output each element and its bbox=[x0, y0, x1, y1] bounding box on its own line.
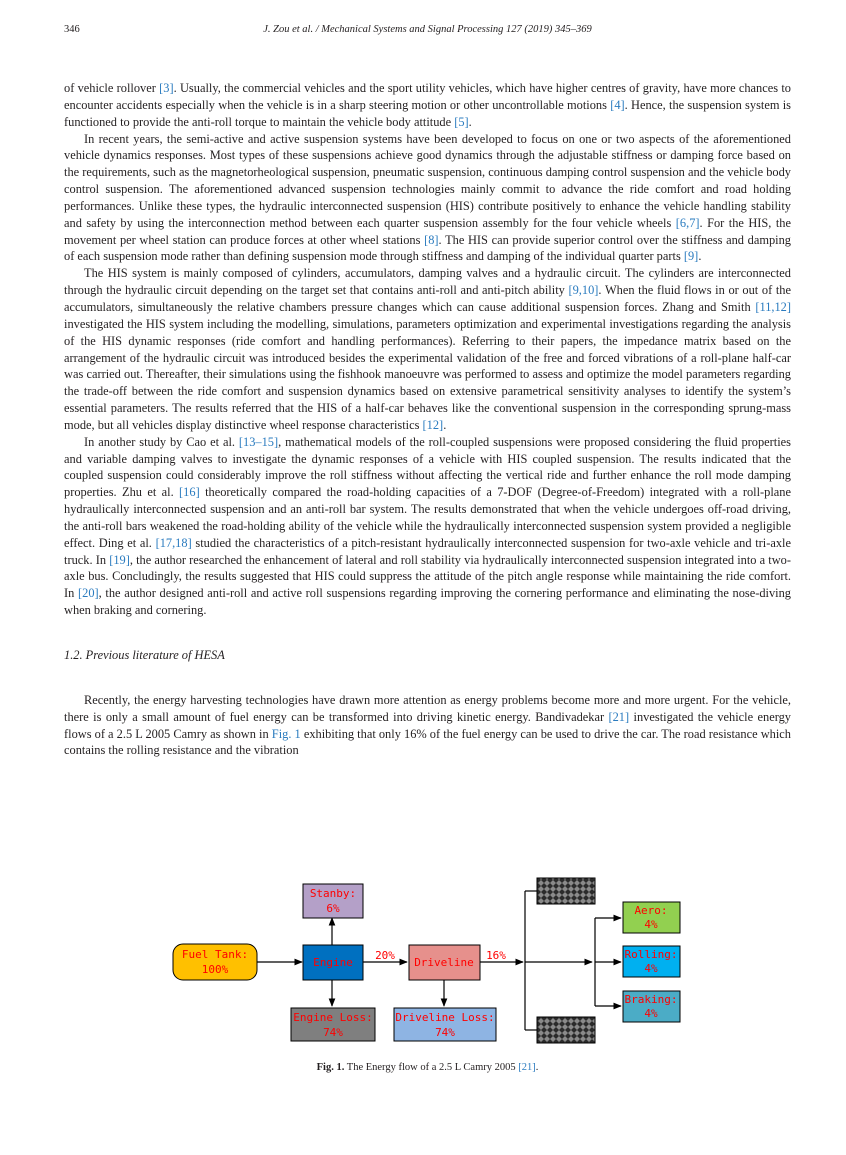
citation-link[interactable]: [21] bbox=[518, 1062, 536, 1073]
driveline-output-label: 16% bbox=[486, 949, 506, 962]
driveline-loss-value: 74% bbox=[435, 1026, 455, 1039]
standby-value: 6% bbox=[326, 902, 340, 915]
engine-loss-value: 74% bbox=[323, 1026, 343, 1039]
citation-link[interactable]: [12] bbox=[422, 417, 444, 432]
braking-box bbox=[623, 991, 680, 1022]
citation-link[interactable]: [9,10] bbox=[568, 283, 599, 298]
section-heading: 1.2. Previous literature of HESA bbox=[64, 648, 225, 662]
driveline-title: Driveline bbox=[414, 956, 474, 969]
paragraph-5: Recently, the energy harvesting technologies have drawn more attention as energy problems become more and more urgent. For the vehicle, there is only a small amount of fuel energy can be transformed into driving kinetic energy. Bandivadekar [21] investigated the vehicle energy flows of a 2.5 L 2005 Camry as shown in Fig. 1 exhibiting that only 16% of the fuel energy can be used to drive the car. The road resistance which contains the rolling resistance and the vibration bbox=[64, 692, 792, 758]
citation-link[interactable]: [13–15] bbox=[238, 434, 279, 449]
braking-title: Braking: bbox=[624, 993, 678, 1006]
figure-link[interactable]: Fig. 1 bbox=[271, 726, 301, 741]
driveline-loss-box bbox=[394, 1008, 496, 1041]
engine-loss-title: Engine Loss: bbox=[293, 1011, 373, 1024]
citation-link[interactable]: [17,18] bbox=[155, 535, 192, 550]
braking-value: 4% bbox=[644, 1007, 658, 1020]
figure-caption: Fig. 1. The Energy flow of a 2.5 L Camry 2005 [21]. bbox=[316, 1062, 539, 1073]
rolling-title: Rolling: bbox=[624, 948, 678, 961]
page-number: 346 bbox=[64, 24, 80, 35]
citation-link[interactable]: [20] bbox=[78, 586, 99, 601]
citation-link[interactable]: [6,7] bbox=[675, 215, 700, 230]
citation-link[interactable]: [3] bbox=[159, 81, 174, 95]
citation-link[interactable]: [5] bbox=[454, 114, 469, 129]
engine-box bbox=[303, 945, 363, 980]
citation-link[interactable]: [21] bbox=[608, 709, 630, 724]
aero-box bbox=[623, 902, 680, 933]
caption-label: Fig. 1. bbox=[316, 1062, 345, 1073]
aero-title: Aero: bbox=[634, 904, 668, 917]
citation-link[interactable]: [19] bbox=[109, 552, 130, 567]
engine-title: Engine bbox=[313, 956, 353, 969]
tire-top-icon bbox=[537, 878, 595, 904]
aero-value: 4% bbox=[644, 918, 658, 931]
journal-running-title: J. Zou et al. / Mechanical Systems and Signal Processing 127 (2019) 345–369 bbox=[263, 24, 592, 35]
caption-text: The Energy flow of a 2.5 L Camry 2005 bbox=[344, 1062, 519, 1073]
page-header bbox=[64, 24, 791, 40]
citation-link[interactable]: [11,12] bbox=[755, 299, 791, 314]
paragraph-2: In recent years, the semi-active and active suspension systems have been developed to focus on one or two aspects of the aforementioned vehicle dynamics responses. Most types of these suspensions achieve good dynamics through the adjustable stiffness or damping force based on the requirements, such as the magnetorheological suspension, pneumatic suspension, continuous damping control suspension and the vehicle body control suspension. The aforementioned advanced suspension technologies mainly commit to advance the ride comfort and road holding performances. Unlike these types, the hydraulic interconnected suspension (HIS) contribute positively to enhance the vehicle handling stability and safety by using the interconnection method between each quarter suspension assembly for the four vehicle wheels [6,7]. For the HIS, the movement per wheel station can produce forces at other wheel stations [8]. The HIS can provide superior control over the stiffness and damping of each suspension mode rather than defining suspension mode through stiffness and damping of the individual quarter parts [9]. bbox=[64, 131, 791, 264]
rolling-value: 4% bbox=[644, 962, 658, 975]
paragraph-3: The HIS system is mainly composed of cylinders, accumulators, damping valves and a hydraulic circuit. The cylinders are interconnected through the hydraulic circuit depending on the target set that contains anti-roll and anti-pitch ability [9,10]. When the fluid flows in or out of the accumulators, simultaneously the relative chambers pressure changes which can cause additional suspension forces. Zhang and Smith [11,12] investigated the HIS system including the modelling, simulations, parameters optimization and experimental investigations regarding the analysis of the HIS dynamic responses (ride comfort and handling performances). Referring to their papers, the impedance matrix based on the arrangement of the hydraulic circuit was introduced besides the experimental validation of the free and forced vibrations of a roll-plane half-car was carried out. Thereafter, their simulations using the fishhook manoeuvre was performed to assess and optimize the model parameters regarding the trade-off between the ride comfort and suspension dynamics based on extensive parametrical sensitivity analyses to identify the system’s essential parameters. The results referred that the HIS of a half-car behaves like the conventional suspension in the corresponding sprung-mass mode, but all vehicles display distinctive wheel response characteristics [12]. bbox=[64, 266, 791, 432]
energy-flow-diagram bbox=[64, 868, 791, 1058]
paragraph-4: In another study by Cao et al. [13–15], mathematical models of the roll-coupled suspensions were proposed considering the fluid properties and variable damping valves to investigate the dynamic responses of a vehicle with HIS coupled suspension. The results indicated that the coupled suspension could considerably improve the roll stiffness without affecting the vertical ride and further enhance the roll mode damping properties. Zhu et al. [16] theoretically compared the road-holding capacities of a 7-DOF (Degree-of-Freedom) integrated with a roll-plane hydraulically interconnected suspension and an anti-roll bar system. The results demonstrated that when the vehicle undergoes off-road driving, the anti-roll bars weakened the road-holding ability of the vehicle while the hydraulically interconnected suspension system provided a negligible effect. Ding et al. [17,18] studied the characteristics of a pitch-resistant hydraulically interconnected suspension for two-axle vehicle and tri-axle truck. In [19], the author researched the enhancement of lateral and roll stability via hydraulically interconnected suspension integrated into a two-axle bus. Concludingly, the results suggested that HIS could suppress the attitude of the pitch angle response while maintaining the ride comfort. In [20], the author designed anti-roll and active roll suspensions regarding improving the cornering performance and eliminating the nose-diving when braking and cornering. bbox=[64, 434, 792, 618]
tire-bottom-icon bbox=[537, 1017, 595, 1043]
fuel-tank-value: 100% bbox=[201, 963, 229, 976]
standby-box bbox=[303, 884, 363, 918]
engine-to-driveline-label: 20% bbox=[375, 949, 395, 962]
citation-link[interactable]: [8] bbox=[424, 232, 439, 247]
paragraph-1: of vehicle rollover [3]. Usually, the commercial vehicles and the sport utility vehicles, which have higher centres of gravity, have more chances to encounter accidents especially when the vehicle is in a sharp steering motion or other uncontrollable motions [4]. Hence, the suspension system is functioned to provide the anti-roll torque to maintain the vehicle body attitude [5]. bbox=[64, 81, 792, 129]
driveline-box bbox=[409, 945, 480, 980]
rolling-box bbox=[623, 946, 680, 977]
fuel-tank-title: Fuel Tank: bbox=[181, 948, 249, 961]
engine-loss-box bbox=[291, 1008, 375, 1041]
standby-title: Stanby: bbox=[309, 887, 357, 900]
fuel-tank-box bbox=[173, 944, 257, 980]
driveline-loss-title: Driveline Loss: bbox=[395, 1011, 495, 1024]
citation-link[interactable]: [9] bbox=[683, 249, 699, 264]
article-body bbox=[64, 80, 791, 759]
citation-link[interactable]: [16] bbox=[179, 485, 200, 500]
figure-1 bbox=[64, 868, 791, 1058]
citation-link[interactable]: [4] bbox=[610, 97, 625, 112]
